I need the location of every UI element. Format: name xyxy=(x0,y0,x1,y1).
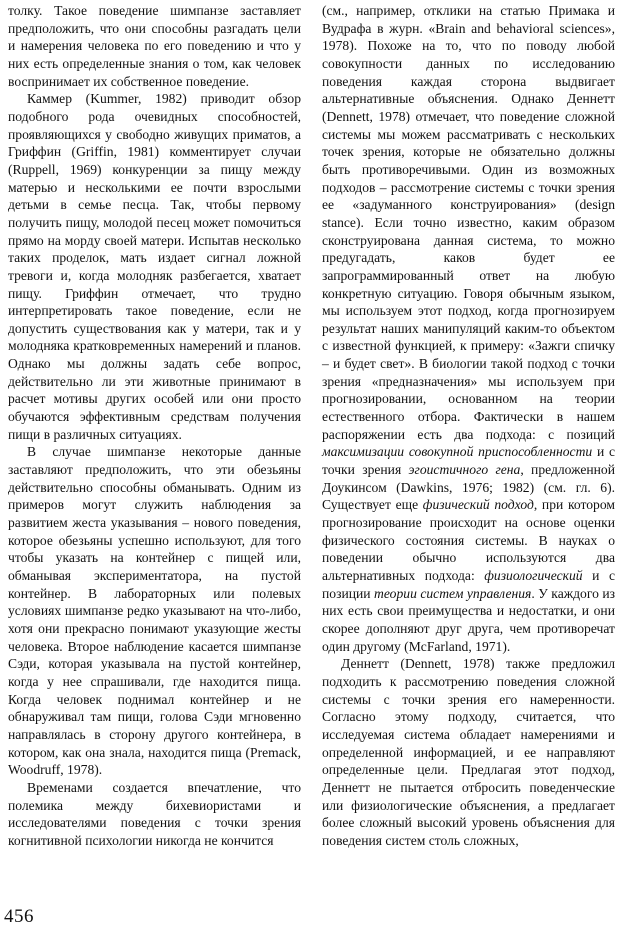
paragraph-continuation xyxy=(322,2,615,655)
text-run: Деннетт (Dennett, 1978) также предложил подходить к рассмотрению поведения сложной системы с точки зрения его намеренности. Согласно этому подходу, считается, что исследуемая система обладает намерениями и определенной информацией, и ее направляют определенные цели. Предлагая этот подход, Деннетт не пытается отбросить поведенческие или физиологические объяснения, а предлагает более сложный высокий уровень объяснения для поведения систем столь сложных, xyxy=(322,656,615,848)
right-text-column xyxy=(322,2,615,850)
left-text-column xyxy=(8,2,301,850)
paragraph xyxy=(8,779,301,850)
text-run: В случае шимпанзе некоторые данные заставляют предположить, что эти обезьяны действительно способны обманывать. Одним из примеров могут служить наблюдения за развитием жеста указывания – нового поведения, которое обезьяны успешно используют, для того чтобы указать на контейнер с пищей или, обманывая экспериментатора, на пустой контейнер. В лабораторных или полевых условиях шимпанзе редко указывают на что-либо, хотя они прекрасно понимают указующие жесты человека. Второе наблюдение касается шимпанзе Сэди, которая указывала на пустой контейнер, когда у нее спрашивали, где находится пища. Когда человек поднимал контейнер и не обнаруживал там пищи, голова Сэди мгновенно направлялась в сторону другого контейнера, в котором, как она знала, находится пища (Premack, Woodruff, 1978). xyxy=(8,444,301,778)
emphasis-term: теории систем управления xyxy=(374,585,532,601)
text-run: . У каждого из них есть свои преимущества и недостатки, и они скорее дополняют друг друга, чем противоречат один другому (McFarland, 1971). xyxy=(322,585,615,654)
paragraph xyxy=(8,443,301,778)
paragraph-continuation xyxy=(8,2,301,90)
text-run: и с позиции xyxy=(322,568,615,601)
emphasis-term: физический подход xyxy=(422,497,534,513)
paragraph xyxy=(8,90,301,443)
text-run: Временами создается впечатление, что полемика между бихевиористами и исследователями поведения с точки зрения когнитивной психологии никогда не кончится xyxy=(8,779,301,848)
text-run: толку. Такое поведение шимпанзе заставляет предположить, что они способны разгадать цели и намерения человека по его поведению и что у них есть определенные знания о том, как человек воспринимает их собственное поведение. xyxy=(8,3,301,89)
text-run: и с точки зрения xyxy=(322,444,615,478)
emphasis-term: физиологический xyxy=(484,568,583,583)
paragraph xyxy=(322,655,615,849)
text-run: (см., например, отклики на статью Примака и Вудрафа в журн. «Brain and behavioral sciences», 1978). Похоже на то, что по поводу любой совокупности данных по исследованию поведения каждая сторона выдвигает альтернативные объяснения. Однако Деннетт (Dennett, 1978) отмечает, что поведение сложной системы мы можем рассматривать с нескольких точек зрения, которые не обязательно должны быть противоречивыми. Один из возможных подходов – рассмотрение системы с точки зрения ее «задуманного конструирования» (design stance). Если точно известно, каким образом сконструирована данная система, то можно предугадать, каков будет ее запрограммированный ответ на любую конкретную ситуацию. Говоря обычным языком, мы используем этот подход, когда прогнозируем результат наших манипуляций каким-то объектом с известной функцией, к примеру: «Зажги спичку – и будет свет». В биологии такой подход с точки зрения «предназначения» мы используем при прогнозировании, основанном на теории естественного отбора. Фактически в нашем распоряжении есть два подхода: с позиций xyxy=(322,3,615,442)
page-number: 456 xyxy=(4,906,34,927)
text-run: , при котором прогнозирование происходит на основе оценки физического состояния системы. В науках о поведении обычно используются два альтернативных подхода: xyxy=(322,497,615,583)
emphasis-term: максимизации совокупной приспособленности xyxy=(322,444,593,460)
text-run: Каммер (Kummer, 1982) приводит обзор подобного рода очевидных способностей, проявляющихся у свободно живущих приматов, а Гриффин (Griffin, 1981) комментирует случаи (Ruppell, 1969) конкуренции за пищу между матерью и несколькими ее почти взрослыми детьми в семье песца. Так, чтобы первому получить пищу, молодой песец может помочиться прямо на морду своей матери. Испытав несколько таких проделок, мать издает сигнал ложной тревоги и, когда молодняк разбегается, хватает пищу. Гриффин отмечает, что трудно интерпретировать такое поведение, если не допустить существования как у матери, так и у молодняка кратковременных намерений и планов. Однако мы должны задать себе вопрос, действительно ли эти животные принимают в расчет мотивы других особей или они просто обучаются эффективным средствам получения пищи в различных ситуациях. xyxy=(8,91,301,442)
emphasis-term: эгоистичного гена xyxy=(408,462,521,478)
text-run: , предложенной Доукинсом (Dawkins, 1976; 1982) (см. гл. 6). Существует еще xyxy=(322,462,615,513)
